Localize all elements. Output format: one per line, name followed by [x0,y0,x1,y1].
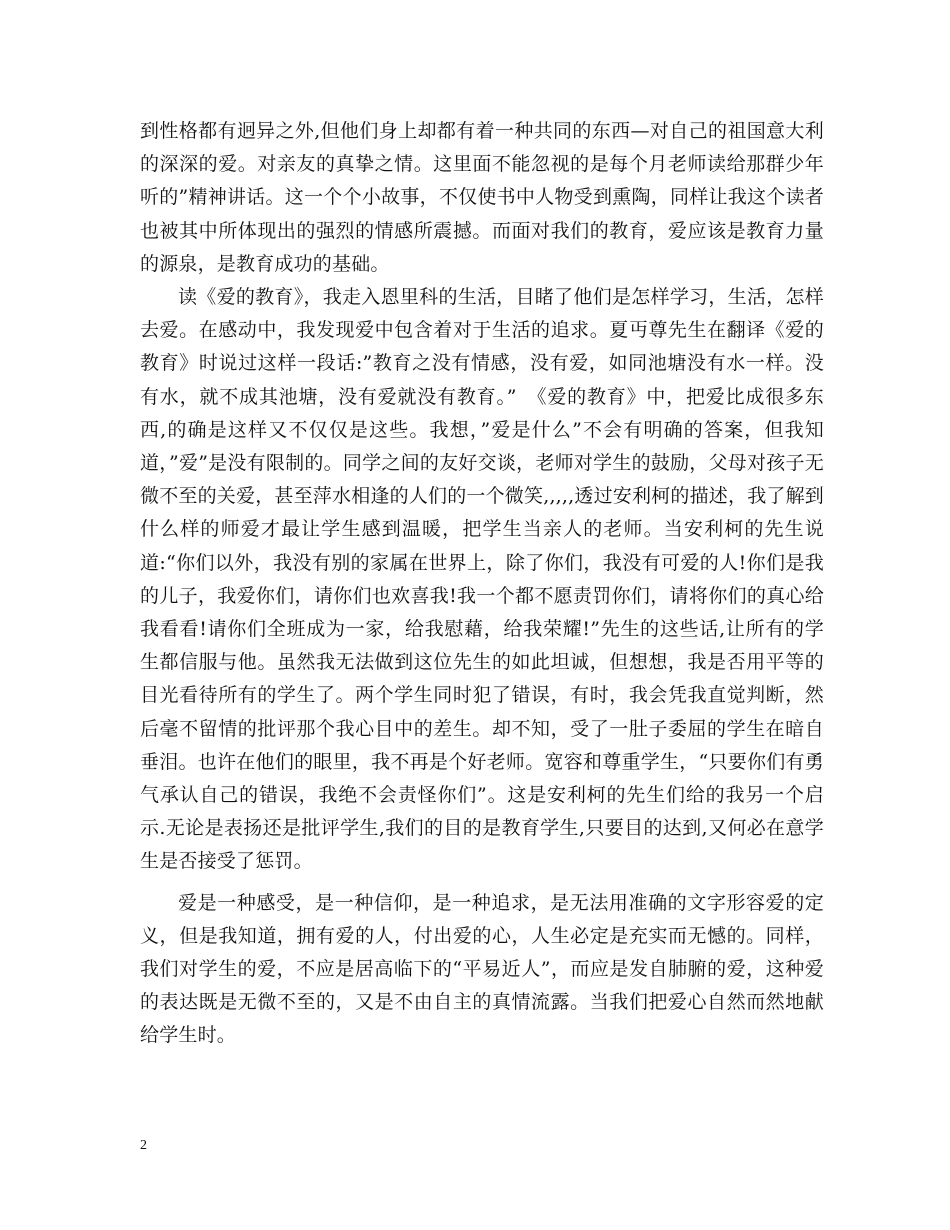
paragraph-2: 读《爱的教育》，我走入恩里科的生活，目睹了他们是怎样学习，生活，怎样去爱。在感动中，我发现爱中包含着对于生活的追求。夏丏尊先生在翻译《爱的教育》时说过这样一段话:”教育之没有情感，没有爱，如同池塘没有水一样。没有水，就不成其池塘，没有爱就没有教育。” 《爱的教育》中，把爱比成很多东西,的确是这样又不仅仅是这些。我想，”爱是什么”不会有明确的答案，但我知道，”爱”是没有限制的。同学之间的友好交谈，老师对学生的鼓励，父母对孩子无微不至的关爱，甚至萍水相逢的人们的一个微笑,,,,,透过安利柯的描述，我了解到什么样的师爱才最让学生感到温暖，把学生当亲人的老师。当安利柯的先生说道:“你们以外，我没有别的家属在世界上，除了你们，我没有可爱的人!你们是我的儿子，我爱你们，请你们也欢喜我!我一个都不愿责罚你们，请将你们的真心给我看看!请你们全班成为一家，给我慰藉，给我荣耀!”先生的这些话,让所有的学生都信服与他。虽然我无法做到这位先生的如此坦诚，但想想，我是否用平等的目光看待所有的学生了。两个学生同时犯了错误，有时，我会凭我直觉判断，然后毫不留情的批评那个我心目中的差生。却不知，受了一肚子委屈的学生在暗自垂泪。也许在他们的眼里，我不再是个好老师。宽容和尊重学生，“只要你们有勇气承认自己的错误，我绝不会责怪你们”。这是安利柯的先生们给的我另一个启示.无论是表扬还是批评学生,我们的目的是教育学生,只要目的达到,又何必在意学生是否接受了惩罚。 [140,286,824,873]
page-number: 2 [140,1138,147,1153]
page-body [140,115,824,1053]
paragraph-3: 爱是一种感受，是一种信仰，是一种追求，是无法用准确的文字形容爱的定义，但是我知道，拥有爱的人，付出爱的心，人生必定是充实而无憾的。同样，我们对学生的爱，不应是居高临下的“平易近人”，而应是发自肺腑的爱，这种爱的表达既是无微不至的，又是不由自主的真情流露。当我们把爱心自然而然地献给学生时。 [140,891,824,1047]
paragraph-1: 到性格都有迥异之外,但他们身上却都有着一种共同的东西—对自己的祖国意大利的深深的爱。对亲友的真挚之情。这里面不能忽视的是每个月老师读给那群少年听的”精神讲话。这一个个小故事，不仅使书中人物受到熏陶，同样让我这个读者也被其中所体现出的强烈的情感所震撼。而面对我们的教育，爱应该是教育力量的源泉，是教育成功的基础。 [140,120,824,275]
